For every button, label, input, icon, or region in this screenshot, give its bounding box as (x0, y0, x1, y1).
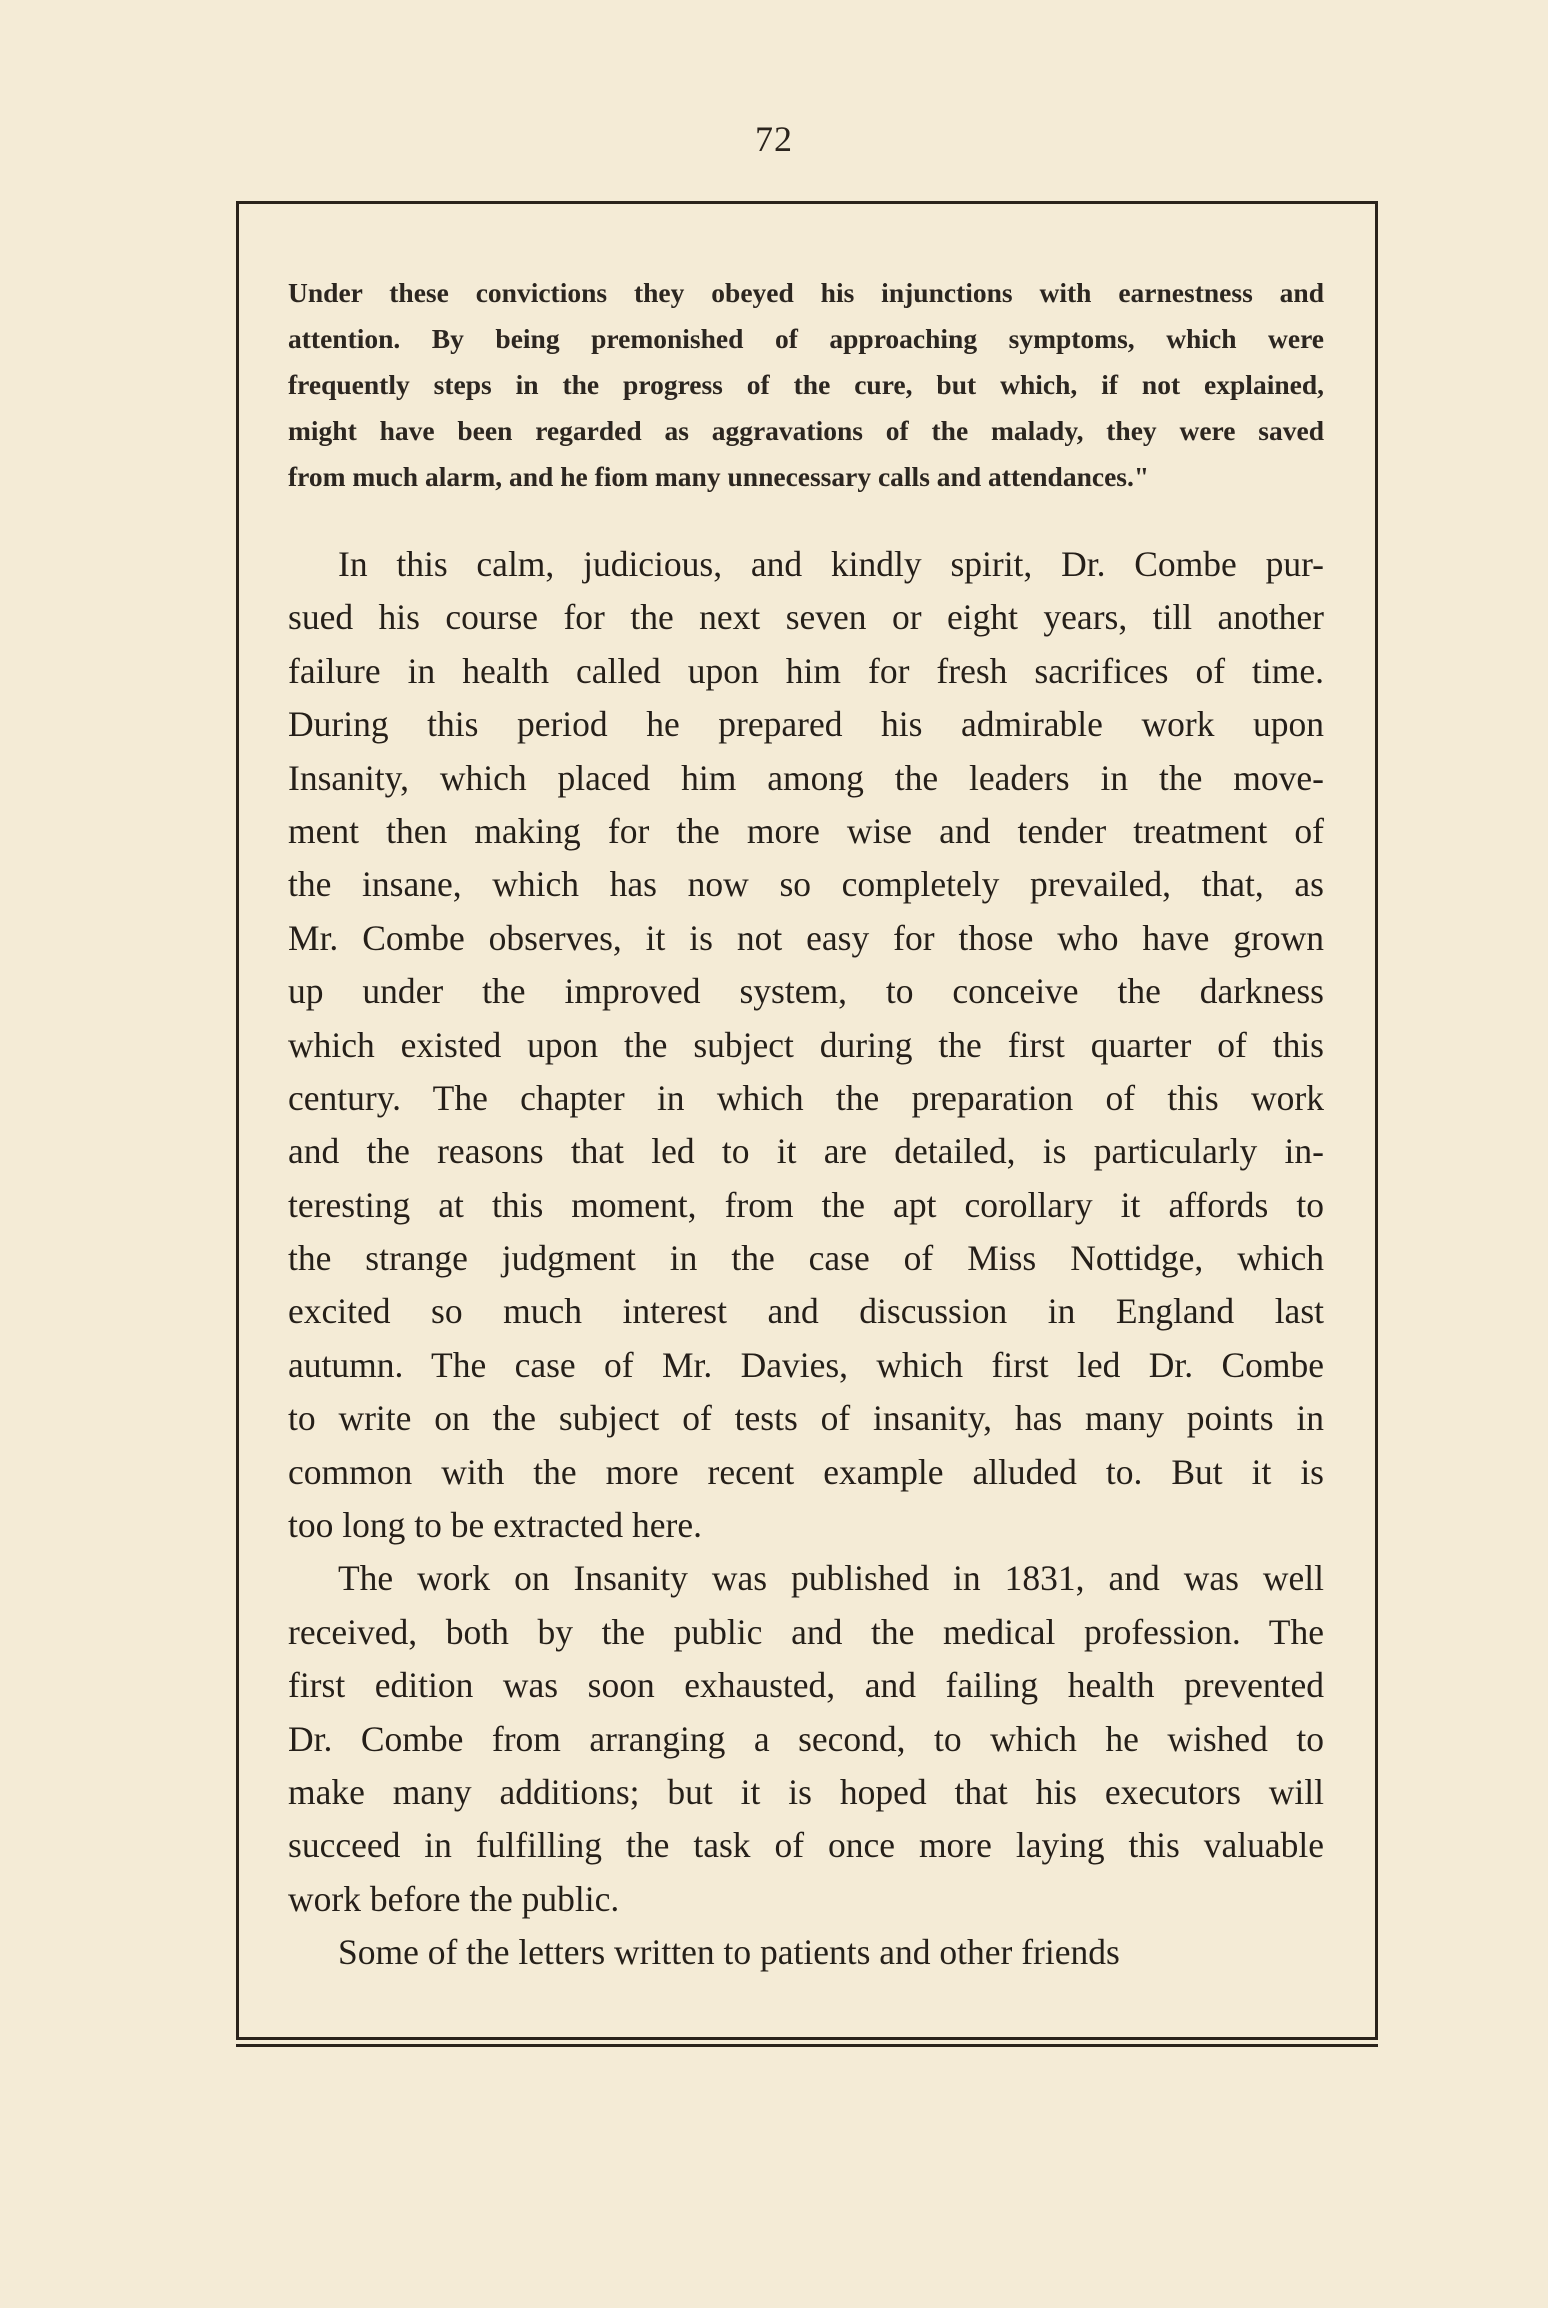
body-line: common with the more recent example alluded to. But it is (288, 1451, 1324, 1492)
body-line: century. The chapter in which the preparation of this work (288, 1077, 1324, 1118)
body-line: excited so much interest and discussion in England last (288, 1291, 1324, 1332)
body-line: which existed upon the subject during the first quarter of this (288, 1024, 1324, 1065)
body-line: the strange judgment in the case of Miss Nottidge, which (288, 1238, 1324, 1279)
body-line: Dr. Combe from arranging a second, to which he wished to (288, 1718, 1324, 1759)
body-line: teresting at this moment, from the apt corollary it affords to (288, 1184, 1324, 1225)
page-number: 72 (755, 119, 793, 159)
body-line: autumn. The case of Mr. Davies, which first led Dr. Combe (288, 1344, 1324, 1385)
quoted-passage (288, 270, 1324, 500)
body-line: ment then making for the more wise and tender treatment of (288, 810, 1324, 851)
body-line: The work on Insanity was published in 1831, and was well (338, 1558, 1324, 1599)
quote-line: might have been regarded as aggravations of the malady, they were saved (288, 415, 1324, 446)
body-text (288, 538, 1324, 1980)
body-line: sued his course for the next seven or eight years, till another (288, 597, 1324, 638)
body-line: up under the improved system, to conceive the darkness (288, 971, 1324, 1012)
body-line: Some of the letters written to patients and other friends (338, 1932, 1120, 1973)
body-line: In this calm, judicious, and kindly spirit, Dr. Combe pur- (338, 544, 1324, 584)
body-line: too long to be extracted here. (288, 1505, 703, 1546)
quote-line: frequently steps in the progress of the cure, but which, if not explained, (288, 369, 1324, 400)
body-line: succeed in fulfilling the task of once more laying this valuable (288, 1825, 1324, 1866)
body-line: Insanity, which placed him among the leaders in the move- (288, 757, 1324, 798)
body-line: to write on the subject of tests of insanity, has many points in (288, 1398, 1324, 1439)
body-line: work before the public. (288, 1878, 620, 1919)
body-line: During this period he prepared his admirable work upon (288, 704, 1324, 745)
body-line: the insane, which has now so completely prevailed, that, as (288, 864, 1324, 905)
body-line: failure in health called upon him for fresh sacrifices of time. (288, 650, 1324, 691)
body-line: Mr. Combe observes, it is not easy for those who have grown (288, 917, 1324, 958)
quote-line: Under these convictions they obeyed his injunctions with earnestness and (288, 277, 1324, 308)
body-line: first edition was soon exhausted, and failing health prevented (288, 1665, 1324, 1706)
quote-line: attention. By being premonished of approaching symptoms, which were (288, 323, 1324, 354)
quote-line: from much alarm, and he fiom many unnecessary calls and attendances." (288, 461, 1150, 492)
body-line: received, both by the public and the medical profession. The (288, 1611, 1324, 1652)
body-line: and the reasons that led to it are detailed, is particularly in- (288, 1131, 1324, 1172)
body-line: make many additions; but it is hoped that his executors will (288, 1771, 1324, 1812)
